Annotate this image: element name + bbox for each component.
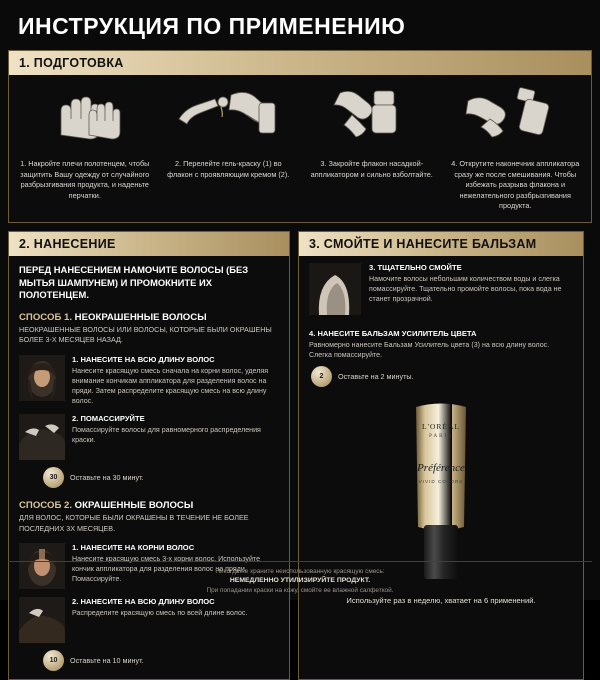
gloves-icon [20,83,150,141]
footer-warning [8,561,592,596]
section-1-heading: 1. ПОДГОТОВКА [9,51,591,75]
section-rinse-balm [298,231,584,680]
prep-step [300,83,444,212]
footer-line-1: Никогда не храните неиспользованную красящую смесь: [215,567,385,575]
step-text: Помассируйте волосы для равномерного распределения краски. [72,426,261,445]
timer-10 [9,648,289,679]
step-heading: 1. НАНЕСИТЕ НА ВСЮ ДЛИНУ ВОЛОС [72,354,215,364]
method-1-sub: НЕОКРАШЕННЫЕ ВОЛОСЫ ИЛИ ВОЛОСЫ, КОТОРЫЕ БЫЛИ ОКРАШЕНЫ БОЛЕЕ 3-Х МЕСЯЦЕВ НАЗАД. [19,324,272,345]
hair-photo-length [19,597,65,643]
section-2-heading: 2. НАНЕСЕНИЕ [9,232,289,256]
clock-value: 30 [49,474,58,482]
method-2-sub: ДЛЯ ВОЛОС, КОТОРЫЕ БЫЛИ ОКРАШЕНЫ В ТЕЧЕНИЕ НЕ БОЛЕЕ ПОСЛЕДНИХ 3Х МЕСЯЦЕВ. [19,513,249,533]
footer-line-2: НЕМЕДЛЕННО УТИЛИЗИРУЙТЕ ПРОДУКТ. [229,577,371,585]
clock-icon [43,467,64,488]
prep-step-text: 2. Перелейте гель-краску (1) во флакон с проявляющим кремом (2). [167,159,290,179]
application-step [9,411,289,465]
balm-step [299,319,583,364]
timer-30 [9,465,289,496]
prep-step-text: 4. Открутите наконечник аппликатора сразу же после смешивания. Чтобы избежать разрыва флакона и нежелательного разбрызгивания продукта. [451,159,580,211]
application-step [9,352,289,411]
application-step [9,594,289,648]
step-heading: 3. ТЩАТЕЛЬНО СМОЙТЕ [369,262,462,272]
clock-value: 10 [49,656,58,664]
pour-tube-icon [164,83,294,141]
step-text: Равномерно нанесите Бальзам Усилитель цвета (3) на всю длину волос. Слегка помассируйте. [309,340,550,359]
section-1-steps [9,75,591,222]
prep-step-text: 1. Накройте плечи полотенцем, чтобы защитить Вашу одежду от случайного разбрызгивания продукта, и наденьте перчатки. [20,159,150,200]
step-text: Нанесите красящую смесь 3-х корни волос. Используйте кончик аппликатора для разделения волос на пряди. Помассируйте. [72,554,261,584]
step-text: Распределите красящую смесь по всей длине волос. [72,608,248,617]
clock-value: 2 [319,373,324,381]
prep-step [13,83,157,212]
hair-photo-front [19,355,65,401]
step-heading: 2. НАНЕСИТЕ НА ВСЮ ДЛИНУ ВОЛОС [72,596,215,606]
svg-text:VIVID COLORS: VIVID COLORS [418,479,464,485]
step-heading: 4. НАНЕСИТЕ БАЛЬЗАМ УСИЛИТЕЛЬ ЦВЕТА [309,328,477,338]
section-application [8,231,290,680]
method-2-label: ОКРАШЕННЫЕ ВОЛОСЫ [74,500,194,512]
method-1-title [9,308,289,323]
section-2-intro: ПЕРЕД НАНЕСЕНИЕМ НАМОЧИТЕ ВОЛОСЫ (БЕЗ МЫТЬЯ ШАМПУНЕМ) И ПРОМОКНИТЕ ИХ ПОЛОТЕНЦЕМ. [19,263,249,301]
step-heading: 1. НАНЕСИТЕ НА КОРНИ ВОЛОС [72,542,195,552]
step-heading: 2. ПОМАССИРУЙТЕ [72,414,145,424]
svg-text:L'ORÉAL: L'ORÉAL [422,422,460,432]
hair-photo-massage [19,414,65,460]
section-3-heading: 3. СМОЙТЕ И НАНЕСИТЕ БАЛЬЗАМ [299,232,583,256]
method-1-label: НЕОКРАШЕННЫЕ ВОЛОСЫ [74,311,207,323]
timer-text: Оставьте на 2 минуты. [338,372,414,382]
open-nozzle-icon [451,83,581,141]
step-text: Нанесите красящую смесь сначала на корни волос, уделяя внимание кончикам аппликатора для разделения волос на пряди. Затем распределите красящую смесь на всю длину волос. [72,366,269,406]
timer-2 [299,364,583,395]
prep-step [444,83,588,212]
svg-text:PARIS: PARIS [429,434,453,440]
prep-step-text: 3. Закройте флакон насадкой-аппликатором и сильно взболтайте. [310,159,433,179]
rinse-step [299,256,583,319]
method-2-title [9,496,289,511]
method-2-prefix: СПОСОБ 2. [19,500,72,512]
page-title: ИНСТРУКЦИЯ ПО ПРИМЕНЕНИЮ [18,13,406,39]
main-columns [0,231,600,680]
product-image [299,399,583,587]
section-preparation [8,50,592,223]
footer-line-3: При попадании краски на кожу, смойте ее влажной салфеткой. [206,587,394,595]
timer-text: Оставьте на 10 минут. [70,655,144,665]
prep-step [157,83,301,212]
step-text: Намочите волосы небольшим количеством воды и слегка помассируйте. Тщательно промойте волосы, пока вода не станет прозрачной. [369,274,562,304]
clock-icon [43,650,64,671]
cap-bottle-icon [307,83,437,141]
usage-note: Используйте раз в неделю, хватает на 6 применений. [346,596,536,606]
method-1-prefix: СПОСОБ 1. [19,311,72,323]
clock-icon [311,366,332,387]
svg-text:Préférence: Préférence [417,462,465,475]
timer-text: Оставьте на 30 минут. [70,473,144,483]
hair-photo-rinse [309,263,361,315]
